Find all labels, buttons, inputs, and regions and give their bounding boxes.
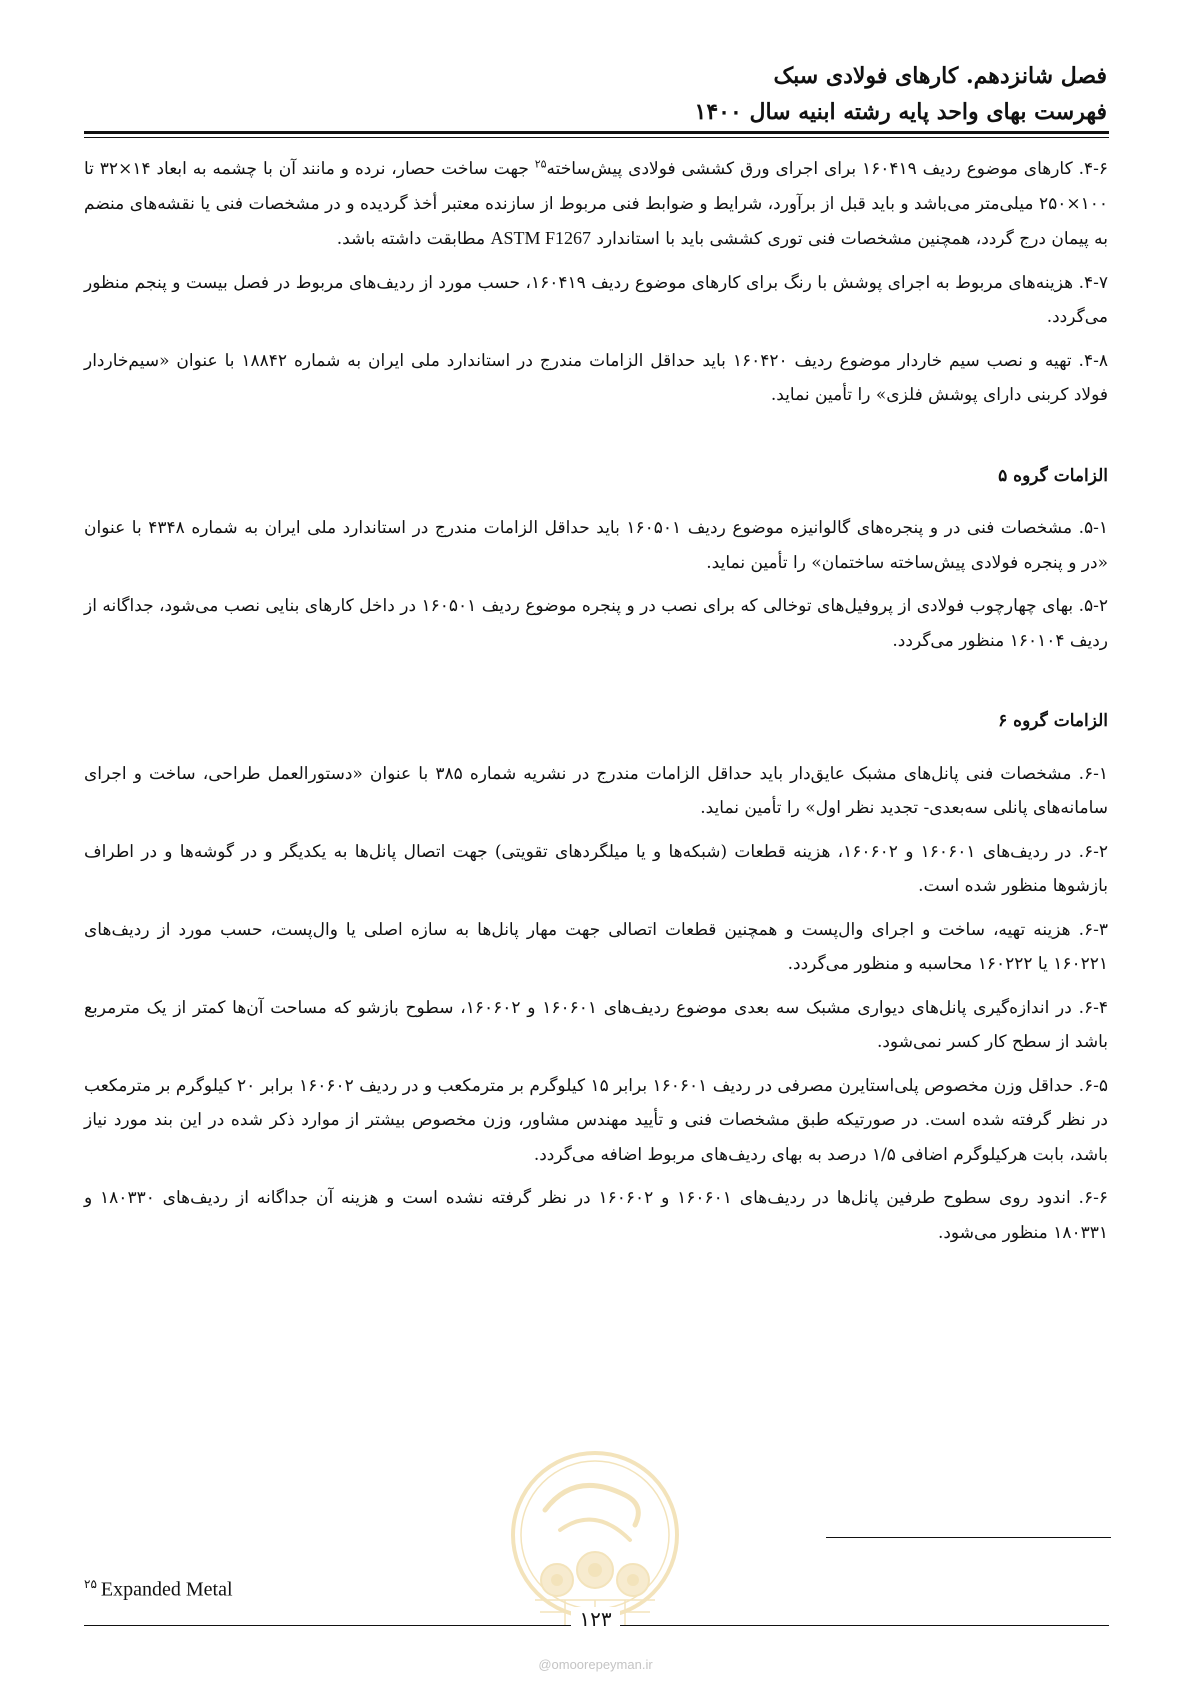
clause-4-6 [84,152,1108,257]
clause-4-6-text-c: مطابقت داشته باشد. [336,229,491,249]
group-6-title: الزامات گروه ۶ [998,711,1108,731]
watermark-site: @omoorepeyman.ir [538,1657,653,1672]
clause-6-1: ۶-۱. مشخصات فنی پانل‌های مشبک عایق‌دار باید حداقل الزامات مندرج در نشریه شماره ۳۸۵ با عنوان «دستورالعمل طراحی، ساخت و اجرای سامانه‌های پانلی سه‌بعدی- تجدید نظر اول» را تأمین نماید. [84,763,1109,818]
page-number-value: ۱۲۳ [571,1607,619,1631]
footnote-reference: ۲۵ [534,157,547,171]
chapter-title: فصل شانزدهم. کارهای فولادی سبک [773,63,1107,89]
group-5-title: الزامات گروه ۵ [998,465,1108,486]
clause-4-6-text-a: ۴-۶. کارهای موضوع ردیف ۱۶۰۴۱۹ برای اجرای ورق کششی فولادی پیش‌ساخته [546,159,1108,179]
clause-5-2: ۵-۲. بهای چهارچوب فولادی از پروفیل‌های توخالی که برای نصب در و پنجره موضوع ردیف ۱۶۰۵۰۱ در داخل کارهای بنایی نصب می‌شود، جداگانه از ردیف ۱۶۰۱۰۴ منظور می‌گردد. [84,596,1108,651]
footnote-rule [826,1537,1111,1538]
footnote-mark: ۲۵ [84,1577,97,1591]
footnote-text: Expanded Metal [100,1578,233,1601]
page-number [0,1607,1191,1631]
header-rule-thin [84,137,1109,138]
clause-5-1: ۵-۱. مشخصات فنی در و پنجره‌های گالوانیزه موضوع ردیف ۱۶۰۵۰۱ باید حداقل الزامات مندرج در استاندارد ملی ایران به شماره ۴۳۴۸ با عنوان «در و پنجره فولادی پیش‌ساخته ساختمان» را تأمین نماید. [84,518,1108,573]
page-header [81,58,1107,130]
clause-4-6-text-b: جهت ساخت حصار، نرده و مانند آن با چشمه به ابعاد ۱۴×۳۲ تا ۱۰۰×۲۵۰ میلی‌متر می‌باشد و باید قبل از برآورد، شرایط و ضوابط فنی مربوط از سازنده معتبر أخذ گردیده و در مشخصات فنی یا نقشه‌های منضم به پیمان درج گردد، همچنین مشخصات فنی توری کششی باید با استاندارد [84,159,1108,249]
clause-6-2: ۶-۲. در ردیف‌های ۱۶۰۶۰۱ و ۱۶۰۶۰۲، هزینه قطعات (شبکه‌ها و یا میلگردهای تقویتی) جهت اتصال پانل‌ها به یکدیگر و در گوشه‌ها و در اطراف بازشوها منظور شده است. [84,841,1108,896]
price-list-title: فهرست بهای واحد پایه رشته ابنیه سال ۱۴۰۰ [694,99,1107,125]
clause-6-6: ۶-۶. اندود روی سطوح طرفین پانل‌ها در ردیف‌های ۱۶۰۶۰۱ و ۱۶۰۶۰۲ در نظر گرفته نشده است و هزینه آن جداگانه از ردیف‌های ۱۸۰۳۳۰ و ۱۸۰۳۳۱ منظور می‌شود. [84,1188,1108,1243]
clause-6-3: ۶-۳. هزینه تهیه، ساخت و اجرای وال‌پست و همچنین قطعات اتصالی جهت مهار پانل‌ها به سازه اصلی یا وال‌پست، حسب مورد از ردیف‌های ۱۶۰۲۲۱ یا ۱۶۰۲۲۲ محاسبه و منظور می‌گردد. [84,919,1108,974]
clause-6-4: ۶-۴. در اندازه‌گیری پانل‌های دیواری مشبک سه بعدی موضوع ردیف‌های ۱۶۰۶۰۱ و ۱۶۰۶۰۲، سطوح بازشو که مساحت آن‌ها کمتر از یک مترمربع باشد از سطح کار کسر نمی‌شود. [84,997,1108,1052]
header-rule-thick [84,131,1109,134]
clause-6-5: ۶-۵. حداقل وزن مخصوص پلی‌استایرن مصرفی در ردیف ۱۶۰۶۰۱ برابر ۱۵ کیلوگرم بر مترمکعب و در ردیف ۱۶۰۶۰۲ برابر ۲۰ کیلوگرم بر مترمکعب در نظر گرفته شده است. در صورتیکه طبق مشخصات فنی و تأیید مهندس مشاور، وزن مخصوص بیشتر از موارد ذکر شده در این بند مورد نیاز باشد، بابت هرکیلوگرم اضافی ۱/۵ درصد به بهای ردیف‌های مربوط اضافه می‌گردد. [84,1075,1108,1165]
standard-code: ASTM F1267 [490,228,591,248]
footnote [84,1577,233,1602]
clause-4-8: ۴-۸. تهیه و نصب سیم خاردار موضوع ردیف ۱۶۰۴۲۰ باید حداقل الزامات مندرج در استاندارد ملی ایران به شماره ۱۸۸۴۲ با عنوان «سیم‌خاردار فولاد کربنی دارای پوشش فلزی» را تأمین نماید. [84,350,1108,405]
document-body [84,152,1108,1259]
clause-4-7: ۴-۷. هزینه‌های مربوط به اجرای پوشش با رنگ برای کارهای موضوع ردیف ۱۶۰۴۱۹، حسب مورد از ردیف‌های مربوط در فصل بیست و پنجم منظور می‌گردد. [84,272,1109,327]
